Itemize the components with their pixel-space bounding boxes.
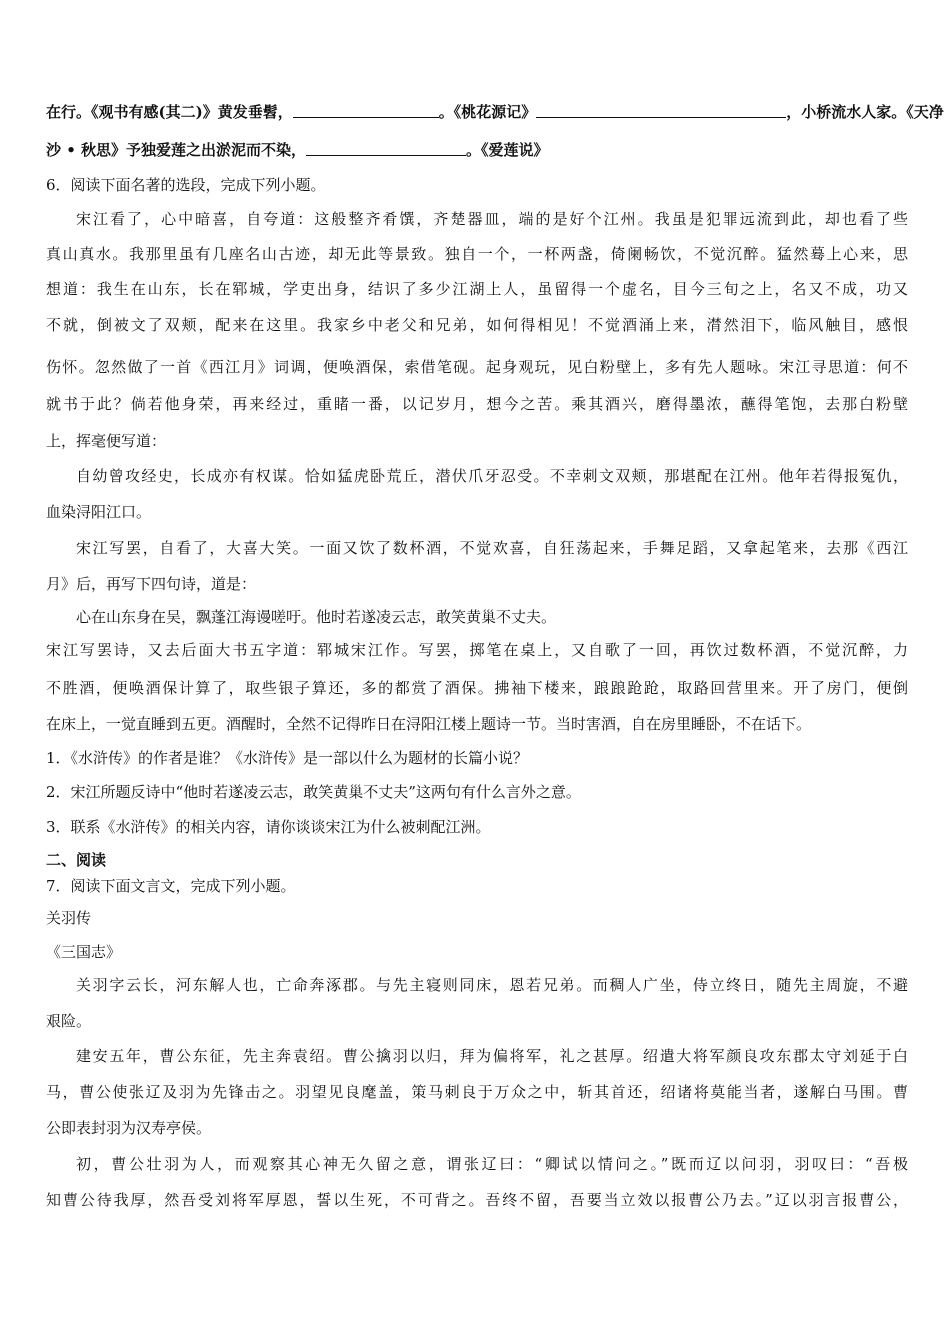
question-7-intro: 7．阅读下面文言文，完成下列小题。 <box>46 877 296 895</box>
passage-title: 关羽传 <box>46 909 92 927</box>
answer-blank[interactable] <box>293 103 439 118</box>
passage-line: 伤怀。忽然做了一首《西江月》词调，便唤酒保，索借笔砚。起身观玩，见白粉壁上，多有先人题咏。宋江寻思道：何不 <box>46 358 908 376</box>
passage-line: 月》后，再写下四句诗，道是： <box>46 575 257 593</box>
passage-line: 宋江看了，心中暗喜，自夸道：这般整齐肴馔，齐楚器皿，端的是好个江州。我虽是犯罪远流到此，却也看了些 <box>76 210 908 228</box>
poem-xijiangyue-line: 血染浔阳江口。 <box>46 503 152 521</box>
sub-question-1: 1．《水浒传》的作者是谁？《水浒传》是一部以什么为题材的长篇小说？ <box>46 749 529 767</box>
passage-line: 宋江写罢诗，又去后面大书五字道：郓城宋江作。写罢，掷笔在桌上，又自歌了一回，再饮过数杯酒，不觉沉醉，力 <box>46 641 908 659</box>
sub-question-3: 3．联系《水浒传》的相关内容，请你谈谈宋江为什么被刺配江洲。 <box>46 818 491 836</box>
classical-passage-line: 建安五年，曹公东征，先主奔袁绍。曹公擒羽以归，拜为偏将军，礼之甚厚。绍遣大将军颜良攻东郡太守刘延于白 <box>76 1047 908 1065</box>
poem-xijiangyue-line: 自幼曾攻经史，长成亦有权谋。恰如猛虎卧荒丘，潜伏爪牙忍受。不幸刺文双颊，那堪配在江州。他年若得报冤仇， <box>76 467 908 485</box>
classical-passage-line: 知曹公待我厚，然吾受刘将军厚恩，誓以生死，不可背之。吾终不留，吾要当立效以报曹公乃去。”辽以羽言报曹公， <box>46 1191 908 1209</box>
classical-passage-line: 艰险。 <box>46 1012 92 1030</box>
classical-passage-line: 马，曹公使张辽及羽为先锋击之。羽望见良麾盖，策马刺良于万众之中，斩其首还，绍诸将莫能当者，遂解白马围。曹 <box>46 1083 908 1101</box>
classical-passage-line: 公即表封羽为汉寿亭侯。 <box>46 1119 212 1137</box>
passage-line: 不胜酒，便唤酒保计算了，取些银子算还，多的都赏了酒保。拂袖下楼来，踉踉跄跄，取路回营里来。开了房门，便倒 <box>46 679 908 697</box>
passage-line: 真山真水。我那里虽有几座名山古迹，却无此等景致。独自一个，一杯两盏，倚阑畅饮，不觉沉醉。猛然蓦上心来，思 <box>46 245 908 263</box>
line-text: 在行。《观书有感(其二)》黄发垂髫， <box>46 103 293 121</box>
answer-blank[interactable] <box>536 103 786 118</box>
fill-in-line-1 <box>46 102 944 122</box>
line-text: 。《桃花源记》 <box>438 103 537 121</box>
line-text: ，小桥流水人家。《天净 <box>786 103 944 121</box>
classical-passage-line: 初，曹公壮羽为人，而观察其心神无久留之意，谓张辽曰：“卿试以情问之。”既而辽以问羽，羽叹曰：“吾极 <box>76 1155 908 1173</box>
passage-line: 宋江写罢，自看了，大喜大笑。一面又饮了数杯酒，不觉欢喜，自狂荡起来，手舞足蹈，又拿起笔来，去那《西江 <box>76 539 908 557</box>
passage-line: 不就，倒被文了双颊，配来在这里。我家乡中老父和兄弟，如何得相见！不觉酒涌上来，潸然泪下，临风触目，感恨 <box>46 316 908 334</box>
section-heading-reading: 二、阅读 <box>46 851 107 869</box>
passage-line: 想道：我生在山东，长在郓城，学吏出身，结识了多少江湖上人，虽留得一个虚名，目今三旬之上，名又不成，功又 <box>46 280 908 298</box>
passage-source: 《三国志》 <box>46 943 122 961</box>
line-text: 。《爱莲说》 <box>466 141 549 159</box>
fill-in-line-2 <box>46 140 908 160</box>
passage-line: 就书于此？倘若他身荣，再来经过，重睹一番，以记岁月，想今之苦。乘其酒兴，磨得墨浓，蘸得笔饱，去那白粉壁 <box>46 395 908 413</box>
answer-blank[interactable] <box>306 141 466 156</box>
line-text: 沙 • 秋思》予独爱莲之出淤泥而不染， <box>46 141 307 159</box>
poem-four-lines: 心在山东身在吴，飘蓬江海谩嗟吁。他时若遂凌云志，敢笑黄巢不丈夫。 <box>76 608 557 626</box>
sub-question-2: 2．宋江所题反诗中“他时若遂凌云志，敢笑黄巢不丈夫”这两句有什么言外之意。 <box>46 783 581 801</box>
question-6-intro: 6．阅读下面名著的选段，完成下列小题。 <box>46 176 326 194</box>
passage-line: 上，挥毫便写道： <box>46 432 167 450</box>
passage-line: 在床上，一觉直睡到五更。酒醒时，全然不记得昨日在浔阳江楼上题诗一节。当时害酒，自在房里睡卧，不在话下。 <box>46 715 812 733</box>
classical-passage-line: 关羽字云长，河东解人也，亡命奔涿郡。与先主寝则同床，恩若兄弟。而稠人广坐，侍立终日，随先主周旋，不避 <box>76 976 908 994</box>
